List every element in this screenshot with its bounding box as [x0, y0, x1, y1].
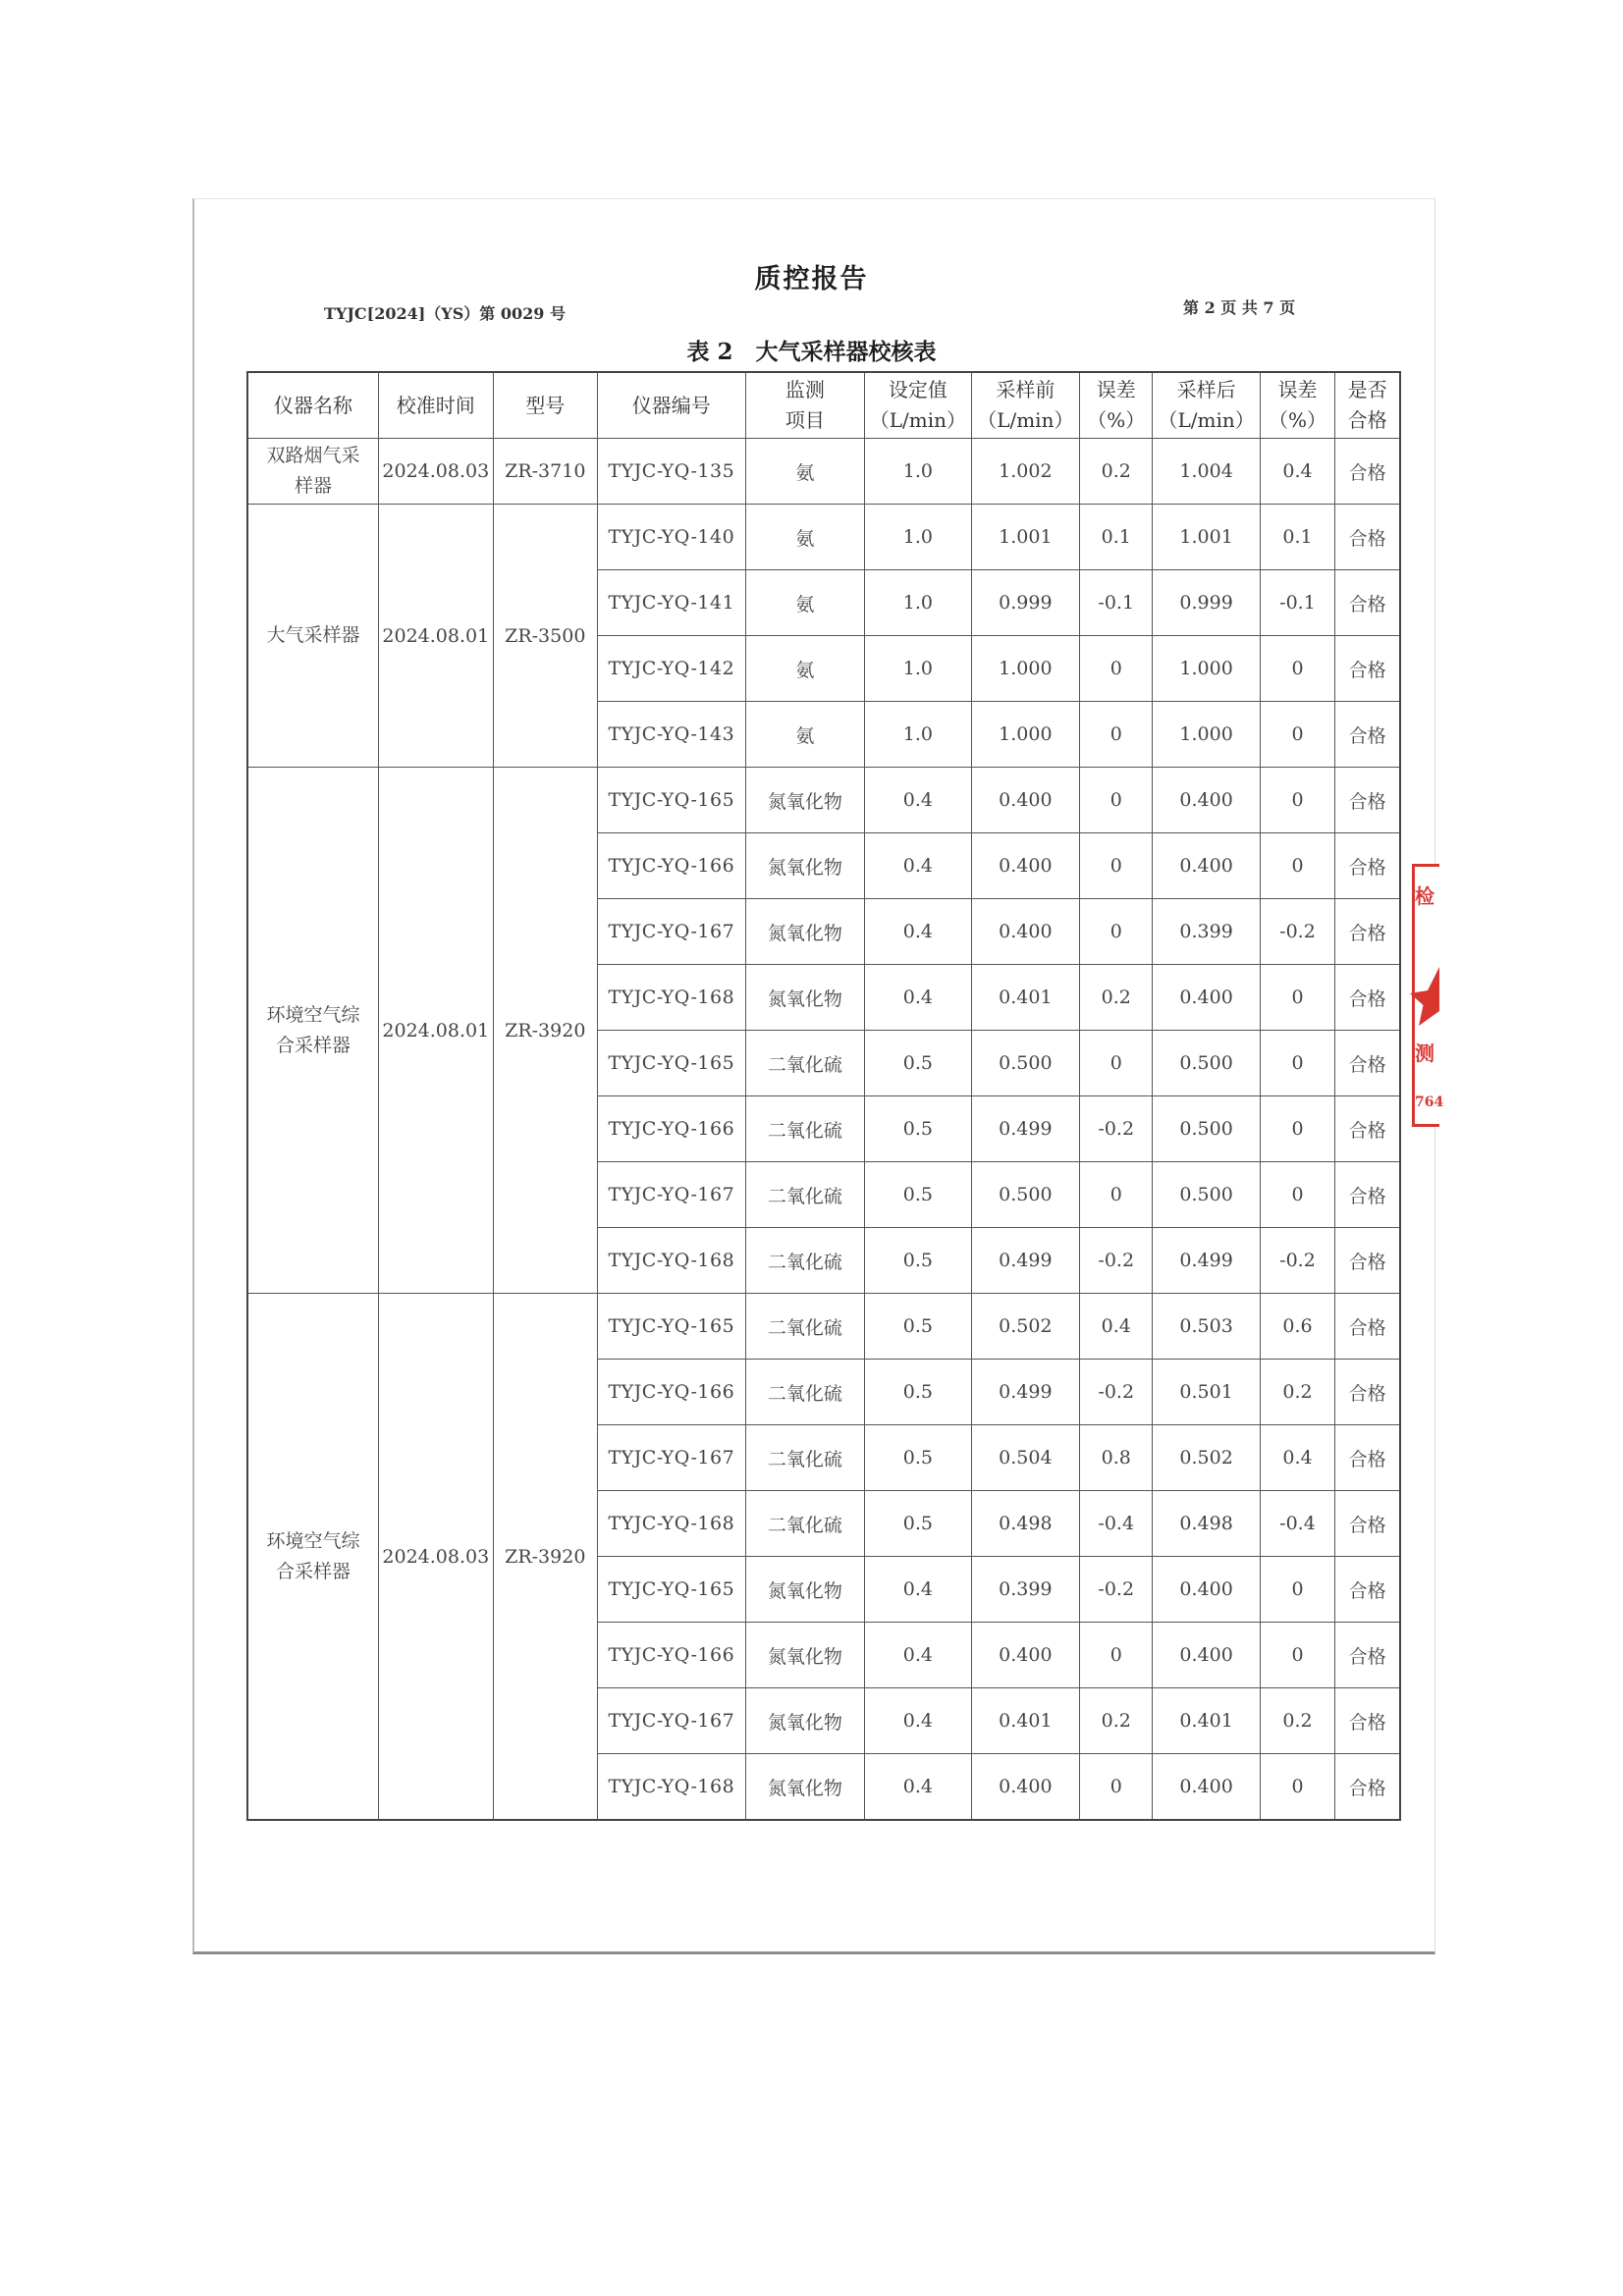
cell-before-value: 0.500	[971, 1031, 1079, 1096]
header-label: 项目	[784, 408, 825, 432]
header-col-after-sampling	[1153, 372, 1260, 439]
header-label: （%）	[1087, 408, 1146, 432]
cell-before-value: 0.399	[971, 1557, 1079, 1623]
header-label: 采样前	[996, 378, 1055, 401]
cell-instrument-id: TYJC-YQ-167	[598, 1162, 746, 1228]
cell-qualified: 合格	[1335, 439, 1400, 505]
seal-text: 764	[1415, 1095, 1444, 1110]
cell-instrument-name	[247, 505, 379, 768]
cell-qualified: 合格	[1335, 702, 1400, 768]
cell-instrument-id: TYJC-YQ-143	[598, 702, 746, 768]
cell-monitoring-item: 氮氧化物	[745, 899, 865, 965]
header-label: 是否	[1347, 378, 1387, 401]
cell-set-value: 1.0	[865, 702, 971, 768]
header-label: 仪器名称	[274, 393, 353, 417]
cell-before-value: 1.000	[971, 636, 1079, 702]
seal-text: 检	[1415, 884, 1434, 908]
cell-set-value: 0.4	[865, 899, 971, 965]
cell-qualified: 合格	[1335, 1557, 1400, 1623]
cell-before-error: 0	[1080, 899, 1153, 965]
cell-monitoring-item: 二氧化硫	[745, 1491, 865, 1557]
cell-before-value: 0.400	[971, 1623, 1079, 1688]
calibration-table	[246, 371, 1401, 1821]
cell-after-value: 0.399	[1153, 899, 1260, 965]
cell-after-value: 0.500	[1153, 1162, 1260, 1228]
cell-instrument-id: TYJC-YQ-166	[598, 1623, 746, 1688]
cell-before-value: 1.000	[971, 702, 1079, 768]
cell-set-value: 1.0	[865, 636, 971, 702]
cell-instrument-id: TYJC-YQ-140	[598, 505, 746, 570]
cell-set-value: 1.0	[865, 570, 971, 636]
cell-qualified: 合格	[1335, 1491, 1400, 1557]
instrument-name-line: 大气采样器	[266, 624, 360, 646]
cell-after-error: 0	[1260, 1754, 1334, 1821]
cell-set-value: 0.5	[865, 1294, 971, 1360]
cell-qualified: 合格	[1335, 899, 1400, 965]
cell-instrument-id: TYJC-YQ-166	[598, 833, 746, 899]
header-label: 监测	[784, 378, 825, 401]
cell-model: ZR-3920	[493, 768, 597, 1294]
cell-monitoring-item: 氮氧化物	[745, 1688, 865, 1754]
cell-set-value: 0.4	[865, 1688, 971, 1754]
table-row	[247, 1294, 1400, 1360]
cell-calibration-date: 2024.08.01	[379, 768, 493, 1294]
header-label: 采样后	[1176, 378, 1236, 401]
cell-instrument-id: TYJC-YQ-165	[598, 1294, 746, 1360]
cell-qualified: 合格	[1335, 1425, 1400, 1491]
cell-before-value: 0.400	[971, 899, 1079, 965]
cell-after-error: 0	[1260, 1096, 1334, 1162]
header-col-calibration-date	[379, 372, 493, 439]
table-row	[247, 768, 1400, 833]
cell-set-value: 1.0	[865, 439, 971, 505]
cell-instrument-id: TYJC-YQ-141	[598, 570, 746, 636]
cell-monitoring-item: 氮氧化物	[745, 1623, 865, 1688]
cell-calibration-date: 2024.08.03	[379, 1294, 493, 1821]
cell-before-value: 0.499	[971, 1228, 1079, 1294]
cell-after-value: 0.401	[1153, 1688, 1260, 1754]
cell-before-value: 0.401	[971, 965, 1079, 1031]
header-label: 误差	[1277, 378, 1318, 401]
seal-text: 测	[1415, 1041, 1434, 1065]
cell-before-error: 0	[1080, 636, 1153, 702]
header-label: （%）	[1268, 408, 1326, 432]
table-header-row	[247, 372, 1400, 439]
cell-qualified: 合格	[1335, 1031, 1400, 1096]
instrument-name-line: 合采样器	[276, 1560, 352, 1582]
cell-after-value: 0.500	[1153, 1031, 1260, 1096]
table-body	[247, 439, 1400, 1821]
cell-qualified: 合格	[1335, 1623, 1400, 1688]
table-caption: 表 2 大气采样器校核表	[686, 339, 937, 365]
cell-before-value: 0.401	[971, 1688, 1079, 1754]
cell-set-value: 0.5	[865, 1031, 971, 1096]
cell-before-value: 0.504	[971, 1425, 1079, 1491]
cell-before-value: 0.498	[971, 1491, 1079, 1557]
cell-qualified: 合格	[1335, 1294, 1400, 1360]
cell-before-error: 0.2	[1080, 1688, 1153, 1754]
cell-before-error: 0.2	[1080, 965, 1153, 1031]
cell-after-error: 0.6	[1260, 1294, 1334, 1360]
header-col-before-sampling	[971, 372, 1079, 439]
cell-after-error: 0.4	[1260, 1425, 1334, 1491]
cell-before-value: 1.001	[971, 505, 1079, 570]
page-number: 第 2 页 共 7 页	[1183, 298, 1296, 317]
cell-calibration-date: 2024.08.03	[379, 439, 493, 505]
cell-after-error: 0	[1260, 1162, 1334, 1228]
cell-set-value: 0.5	[865, 1162, 971, 1228]
cell-after-error: 0.2	[1260, 1360, 1334, 1425]
cell-instrument-id: TYJC-YQ-166	[598, 1360, 746, 1425]
cell-after-value: 0.502	[1153, 1425, 1260, 1491]
cell-set-value: 0.4	[865, 1623, 971, 1688]
cell-monitoring-item: 氮氧化物	[745, 965, 865, 1031]
cell-model: ZR-3920	[493, 1294, 597, 1821]
cell-after-value: 1.000	[1153, 702, 1260, 768]
cell-before-error: 0	[1080, 702, 1153, 768]
cell-qualified: 合格	[1335, 1096, 1400, 1162]
cell-before-error: 0	[1080, 768, 1153, 833]
header-label: 校准时间	[396, 393, 475, 417]
cell-instrument-id: TYJC-YQ-165	[598, 1557, 746, 1623]
cell-after-value: 0.400	[1153, 1557, 1260, 1623]
cell-monitoring-item: 氨	[745, 702, 865, 768]
cell-instrument-id: TYJC-YQ-167	[598, 899, 746, 965]
cell-after-error: 0	[1260, 1557, 1334, 1623]
cell-set-value: 1.0	[865, 505, 971, 570]
cell-before-error: 0	[1080, 1623, 1153, 1688]
cell-after-value: 0.400	[1153, 1623, 1260, 1688]
header-col-instrument-id	[598, 372, 746, 439]
cell-after-error: 0.1	[1260, 505, 1334, 570]
cell-after-value: 0.999	[1153, 570, 1260, 636]
cell-after-value: 0.400	[1153, 1754, 1260, 1821]
cell-monitoring-item: 氮氧化物	[745, 1754, 865, 1821]
cell-monitoring-item: 二氧化硫	[745, 1096, 865, 1162]
cell-calibration-date: 2024.08.01	[379, 505, 493, 768]
cell-instrument-id: TYJC-YQ-168	[598, 1491, 746, 1557]
cell-monitoring-item: 二氧化硫	[745, 1425, 865, 1491]
cell-instrument-id: TYJC-YQ-165	[598, 768, 746, 833]
cell-monitoring-item: 氨	[745, 636, 865, 702]
cell-qualified: 合格	[1335, 833, 1400, 899]
cell-set-value: 0.5	[865, 1228, 971, 1294]
cell-after-error: -0.2	[1260, 899, 1334, 965]
cell-before-value: 0.502	[971, 1294, 1079, 1360]
cell-instrument-name	[247, 439, 379, 505]
cell-instrument-id: TYJC-YQ-135	[598, 439, 746, 505]
cell-model: ZR-3710	[493, 439, 597, 505]
cell-monitoring-item: 二氧化硫	[745, 1162, 865, 1228]
header-col-error-before	[1080, 372, 1153, 439]
cell-qualified: 合格	[1335, 570, 1400, 636]
instrument-name-line: 环境空气综	[266, 1529, 360, 1552]
page-title: 质控报告	[754, 264, 869, 294]
header-label: 误差	[1096, 378, 1136, 401]
header-col-qualified	[1335, 372, 1400, 439]
cell-after-error: -0.2	[1260, 1228, 1334, 1294]
cell-monitoring-item: 二氧化硫	[745, 1294, 865, 1360]
header-col-error-after	[1260, 372, 1334, 439]
cell-after-error: -0.1	[1260, 570, 1334, 636]
header-label: （L/min）	[977, 408, 1074, 432]
cell-set-value: 0.5	[865, 1096, 971, 1162]
cell-before-error: 0.2	[1080, 439, 1153, 505]
header-label: 型号	[525, 393, 566, 417]
cell-monitoring-item: 氮氧化物	[745, 768, 865, 833]
cell-qualified: 合格	[1335, 1754, 1400, 1821]
cell-instrument-id: TYJC-YQ-142	[598, 636, 746, 702]
table-row	[247, 439, 1400, 505]
cell-set-value: 0.4	[865, 768, 971, 833]
table-row	[247, 505, 1400, 570]
cell-qualified: 合格	[1335, 1360, 1400, 1425]
report-number: TYJC[2024]（YS）第 0029 号	[324, 304, 566, 323]
header-label: （L/min）	[1158, 408, 1255, 432]
header-label: 设定值	[888, 378, 947, 401]
cell-set-value: 0.4	[865, 1557, 971, 1623]
cell-after-error: -0.4	[1260, 1491, 1334, 1557]
cell-instrument-id: TYJC-YQ-168	[598, 1228, 746, 1294]
cell-before-error: -0.2	[1080, 1096, 1153, 1162]
cell-after-value: 0.499	[1153, 1228, 1260, 1294]
cell-set-value: 0.4	[865, 833, 971, 899]
cell-monitoring-item: 氮氧化物	[745, 833, 865, 899]
cell-qualified: 合格	[1335, 1162, 1400, 1228]
cell-after-value: 1.004	[1153, 439, 1260, 505]
cell-before-error: 0	[1080, 1162, 1153, 1228]
cell-after-value: 0.400	[1153, 833, 1260, 899]
cell-set-value: 0.5	[865, 1491, 971, 1557]
cell-qualified: 合格	[1335, 768, 1400, 833]
cell-before-value: 0.400	[971, 768, 1079, 833]
cell-before-value: 0.499	[971, 1360, 1079, 1425]
cell-after-error: 0.4	[1260, 439, 1334, 505]
cell-instrument-id: TYJC-YQ-167	[598, 1688, 746, 1754]
cell-after-error: 0	[1260, 768, 1334, 833]
cell-before-error: 0.1	[1080, 505, 1153, 570]
cell-qualified: 合格	[1335, 505, 1400, 570]
cell-before-value: 0.400	[971, 1754, 1079, 1821]
cell-after-error: 0	[1260, 833, 1334, 899]
cell-instrument-name	[247, 1294, 379, 1821]
cell-after-value: 0.501	[1153, 1360, 1260, 1425]
header-label: 仪器编号	[631, 393, 711, 417]
cell-before-error: -0.2	[1080, 1557, 1153, 1623]
cell-qualified: 合格	[1335, 1688, 1400, 1754]
cell-instrument-name	[247, 768, 379, 1294]
cell-after-error: 0	[1260, 1031, 1334, 1096]
cell-monitoring-item: 二氧化硫	[745, 1031, 865, 1096]
cell-after-value: 1.000	[1153, 636, 1260, 702]
cell-before-value: 0.999	[971, 570, 1079, 636]
cell-set-value: 0.5	[865, 1425, 971, 1491]
cell-after-value: 1.001	[1153, 505, 1260, 570]
cell-set-value: 0.4	[865, 1754, 971, 1821]
instrument-name-line: 环境空气综	[266, 1003, 360, 1026]
cell-before-error: 0.4	[1080, 1294, 1153, 1360]
cell-instrument-id: TYJC-YQ-165	[598, 1031, 746, 1096]
cell-after-error: 0	[1260, 636, 1334, 702]
cell-monitoring-item: 氮氧化物	[745, 1557, 865, 1623]
cell-model: ZR-3500	[493, 505, 597, 768]
cell-instrument-id: TYJC-YQ-167	[598, 1425, 746, 1491]
cell-instrument-id: TYJC-YQ-168	[598, 965, 746, 1031]
cell-monitoring-item: 二氧化硫	[745, 1228, 865, 1294]
cell-before-value: 0.499	[971, 1096, 1079, 1162]
cell-after-error: 0.2	[1260, 1688, 1334, 1754]
cell-qualified: 合格	[1335, 965, 1400, 1031]
cell-after-error: 0	[1260, 965, 1334, 1031]
instrument-name-line: 合采样器	[276, 1034, 352, 1056]
cell-qualified: 合格	[1335, 1228, 1400, 1294]
cell-monitoring-item: 氨	[745, 439, 865, 505]
cell-before-error: -0.4	[1080, 1491, 1153, 1557]
cell-set-value: 0.4	[865, 965, 971, 1031]
header-col-monitoring-item	[745, 372, 865, 439]
cell-before-value: 0.500	[971, 1162, 1079, 1228]
header-col-model	[493, 372, 597, 439]
cell-before-error: 0	[1080, 1754, 1153, 1821]
cell-before-error: 0	[1080, 1031, 1153, 1096]
cell-before-error: -0.2	[1080, 1360, 1153, 1425]
cell-before-value: 1.002	[971, 439, 1079, 505]
cell-instrument-id: TYJC-YQ-166	[598, 1096, 746, 1162]
header-label: （L/min）	[869, 408, 967, 432]
instrument-name-line: 样器	[295, 475, 333, 497]
cell-before-error: -0.1	[1080, 570, 1153, 636]
cell-monitoring-item: 氨	[745, 570, 865, 636]
cell-after-value: 0.500	[1153, 1096, 1260, 1162]
instrument-name-line: 双路烟气采	[266, 445, 360, 466]
cell-before-error: 0.8	[1080, 1425, 1153, 1491]
header-col-instrument-name	[247, 372, 379, 439]
cell-before-error: -0.2	[1080, 1228, 1153, 1294]
cell-after-value: 0.503	[1153, 1294, 1260, 1360]
cell-qualified: 合格	[1335, 636, 1400, 702]
cell-monitoring-item: 氨	[745, 505, 865, 570]
header-col-set-value	[865, 372, 971, 439]
cell-after-value: 0.498	[1153, 1491, 1260, 1557]
cell-after-error: 0	[1260, 702, 1334, 768]
cell-monitoring-item: 二氧化硫	[745, 1360, 865, 1425]
cell-after-value: 0.400	[1153, 768, 1260, 833]
cell-instrument-id: TYJC-YQ-168	[598, 1754, 746, 1821]
cell-before-value: 0.400	[971, 833, 1079, 899]
cell-set-value: 0.5	[865, 1360, 971, 1425]
cell-after-value: 0.400	[1153, 965, 1260, 1031]
cell-after-error: 0	[1260, 1623, 1334, 1688]
header-label: 合格	[1347, 408, 1387, 432]
cell-before-error: 0	[1080, 833, 1153, 899]
